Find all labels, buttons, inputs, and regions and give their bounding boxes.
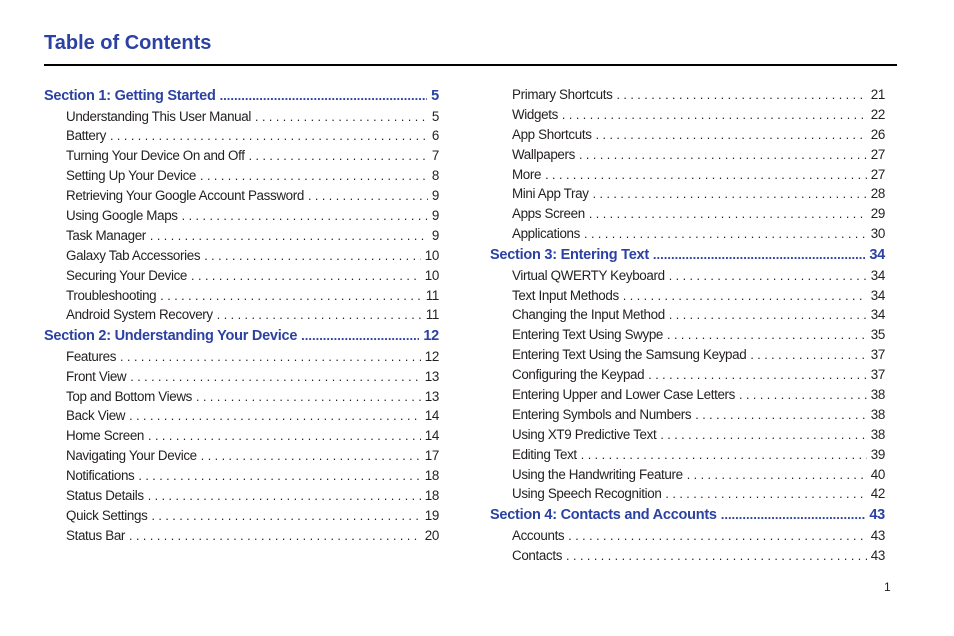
- toc-entry-label: Entering Text Using Swype: [512, 327, 664, 343]
- toc-entry-page: 14: [424, 428, 439, 444]
- toc-entry-label: Turning Your Device On and Off: [66, 148, 245, 164]
- toc-entry-label: Mini App Tray: [512, 186, 589, 202]
- toc-entry[interactable]: [44, 526, 439, 546]
- toc-entry-label: Status Details: [66, 488, 144, 504]
- dot-leader: [596, 126, 867, 146]
- toc-entry-label: Entering Upper and Lower Case Letters: [512, 386, 736, 402]
- dot-leader: [204, 247, 421, 267]
- toc-entry-page: 43: [869, 507, 885, 524]
- toc-entry-label: Home Screen: [66, 428, 145, 444]
- toc-entry[interactable]: [490, 405, 885, 425]
- toc-entry-page: 38: [870, 386, 885, 402]
- dot-leader: [653, 244, 865, 266]
- toc-entry-label: Status Bar: [66, 527, 126, 543]
- toc-entry-page: 9: [431, 188, 439, 204]
- toc-entry-label: More: [512, 166, 542, 182]
- toc-entry-label: Contacts: [512, 547, 563, 563]
- toc-entry[interactable]: [490, 484, 885, 504]
- toc-entry-page: 9: [431, 207, 439, 223]
- toc-entry-page: 6: [431, 128, 439, 144]
- toc-entry-page: 13: [424, 368, 439, 384]
- toc-right-column: [490, 85, 885, 566]
- toc-entry-page: 9: [431, 227, 439, 243]
- toc-entry-label: Configuring the Keypad: [512, 367, 645, 383]
- toc-entry-page: 34: [870, 267, 885, 283]
- toc-entry-page: 37: [870, 347, 885, 363]
- dot-leader: [579, 146, 867, 166]
- page-number: 1: [884, 580, 891, 594]
- toc-entry[interactable]: [44, 486, 439, 506]
- toc-entry[interactable]: [44, 387, 439, 407]
- toc-entry[interactable]: [490, 204, 885, 224]
- toc-section-heading[interactable]: [490, 244, 885, 266]
- toc-entry[interactable]: [490, 184, 885, 204]
- dot-leader: [581, 446, 867, 466]
- toc-entry[interactable]: [490, 385, 885, 405]
- toc-entry[interactable]: [490, 445, 885, 465]
- toc-entry-label: Apps Screen: [512, 206, 585, 222]
- dot-leader: [110, 127, 428, 147]
- toc-entry[interactable]: [44, 206, 439, 226]
- toc-entry[interactable]: [44, 107, 439, 127]
- toc-entry[interactable]: [490, 546, 885, 566]
- toc-entry-page: 22: [870, 106, 885, 122]
- toc-entry-page: 43: [870, 527, 885, 543]
- dot-leader: [545, 166, 867, 186]
- toc-entry[interactable]: [490, 345, 885, 365]
- toc-entry[interactable]: [490, 325, 885, 345]
- toc-entry-label: Text Input Methods: [512, 287, 619, 303]
- dot-leader: [160, 287, 422, 307]
- dot-leader: [182, 207, 428, 227]
- toc-entry[interactable]: [490, 224, 885, 244]
- dot-leader: [669, 306, 867, 326]
- dot-leader: [148, 427, 421, 447]
- toc-entry-page: 12: [423, 328, 439, 345]
- toc-entry-label: Accounts: [512, 527, 565, 543]
- toc-entry[interactable]: [44, 126, 439, 146]
- toc-entry-page: 21: [870, 87, 885, 102]
- dot-leader: [249, 147, 428, 167]
- toc-entry-label: Setting Up Your Device: [66, 168, 197, 184]
- toc-section-heading[interactable]: [490, 504, 885, 526]
- dot-leader: [648, 366, 867, 386]
- toc-entry[interactable]: [490, 266, 885, 286]
- toc-entry-label: Front View: [66, 368, 127, 384]
- dot-leader: [687, 466, 867, 486]
- toc-entry-page: 7: [431, 148, 439, 164]
- toc-entry-label: Features: [66, 348, 117, 364]
- toc-entry-label: Section 3: Entering Text: [490, 247, 649, 264]
- toc-entry[interactable]: [490, 425, 885, 445]
- toc-entry-page: 26: [870, 126, 885, 142]
- toc-entry-label: Section 2: Understanding Your Device: [44, 328, 298, 345]
- toc-entry-page: 12: [424, 348, 439, 364]
- toc-entry-label: Entering Symbols and Numbers: [512, 406, 692, 422]
- dot-leader: [566, 547, 867, 567]
- toc-entry-page: 38: [870, 406, 885, 422]
- toc-entry-page: 20: [424, 527, 439, 543]
- toc-entry[interactable]: [44, 466, 439, 486]
- toc-entry-page: 40: [870, 466, 885, 482]
- toc-entry[interactable]: [44, 426, 439, 446]
- dot-leader: [623, 287, 867, 307]
- toc-entry[interactable]: [490, 305, 885, 325]
- toc-entry[interactable]: [490, 465, 885, 485]
- toc-entry[interactable]: [44, 506, 439, 526]
- toc-entry-page: 30: [870, 226, 885, 242]
- dot-leader: [695, 406, 867, 426]
- toc-entry-label: Quick Settings: [66, 507, 148, 523]
- toc-entry-page: 39: [870, 446, 885, 462]
- toc-entry-label: Applications: [512, 226, 581, 242]
- toc-entry-label: Task Manager: [66, 227, 146, 243]
- toc-entry-label: Section 4: Contacts and Accounts: [490, 507, 717, 524]
- toc-entry[interactable]: [44, 286, 439, 306]
- toc-entry-page: 34: [869, 247, 885, 264]
- toc-entry[interactable]: [44, 406, 439, 426]
- dot-leader: [562, 106, 867, 126]
- toc-entry[interactable]: [490, 526, 885, 546]
- dot-leader: [217, 306, 422, 326]
- toc-entry-label: Back View: [66, 408, 126, 424]
- toc-entry-page: 10: [424, 247, 439, 263]
- toc-entry-page: 10: [424, 267, 439, 283]
- title-divider: [44, 64, 897, 66]
- toc-entry-page: 8: [431, 168, 439, 184]
- toc-entry-label: Android System Recovery: [66, 307, 213, 323]
- toc-entry-label: Retrieving Your Google Account Password: [66, 188, 304, 204]
- toc-entry-page: 43: [870, 547, 885, 563]
- dot-leader: [151, 507, 420, 527]
- toc-entry-label: Notifications: [66, 468, 135, 484]
- toc-entry-page: 19: [424, 507, 439, 523]
- toc-entry-page: 29: [870, 206, 885, 222]
- dot-leader: [665, 485, 866, 505]
- toc-entry-page: 5: [431, 88, 439, 104]
- toc-entry-page: 34: [870, 287, 885, 303]
- toc-entry-label: Widgets: [512, 106, 558, 122]
- dot-leader: [593, 185, 867, 205]
- page-title: Table of Contents: [44, 32, 212, 54]
- dot-leader: [120, 348, 421, 368]
- toc-entry-page: 37: [870, 367, 885, 383]
- toc-entry-page: 38: [870, 426, 885, 442]
- toc-entry-page: 17: [424, 448, 439, 464]
- toc-entry-label: Using Speech Recognition: [512, 486, 662, 502]
- toc-entry-label: Section 1: Getting Started: [44, 88, 216, 104]
- toc-entry[interactable]: [490, 125, 885, 145]
- toc-entry-label: Navigating Your Device: [66, 448, 197, 464]
- toc-entry-page: 11: [425, 307, 439, 323]
- toc-entry-page: 28: [870, 186, 885, 202]
- toc-entry[interactable]: [490, 365, 885, 385]
- toc-entry-page: 42: [870, 486, 885, 502]
- dot-leader: [129, 527, 421, 547]
- toc-entry-page: 11: [425, 287, 439, 303]
- toc-entry-page: 18: [424, 488, 439, 504]
- toc-section-heading[interactable]: [44, 325, 439, 347]
- toc-entry[interactable]: [44, 266, 439, 286]
- toc-entry-label: Using Google Maps: [66, 207, 178, 223]
- toc-entry[interactable]: [490, 286, 885, 306]
- toc-entry[interactable]: [44, 446, 439, 466]
- dot-leader: [568, 527, 867, 547]
- toc-entry[interactable]: [44, 186, 439, 206]
- dot-leader: [301, 325, 419, 347]
- toc-entry[interactable]: [44, 347, 439, 367]
- dot-leader: [138, 467, 420, 487]
- dot-leader: [667, 326, 867, 346]
- dot-leader: [739, 386, 867, 406]
- dot-leader: [669, 267, 867, 287]
- dot-leader: [308, 187, 428, 207]
- toc-entry-page: 35: [870, 327, 885, 343]
- toc-entry-label: Troubleshooting: [66, 287, 157, 303]
- toc-entry[interactable]: [44, 246, 439, 266]
- toc-entry-label: Understanding This User Manual: [66, 108, 252, 124]
- toc-entry-label: Wallpapers: [512, 146, 575, 162]
- toc-entry-page: 34: [870, 307, 885, 323]
- dot-leader: [255, 108, 428, 128]
- dot-leader: [148, 487, 421, 507]
- toc-entry-page: 27: [870, 166, 885, 182]
- toc-entry[interactable]: [44, 166, 439, 186]
- dot-leader: [150, 227, 428, 247]
- toc-entry[interactable]: [44, 226, 439, 246]
- toc-entry-label: Using XT9 Predictive Text: [512, 426, 657, 442]
- dot-leader: [589, 205, 867, 225]
- toc-entry-label: Top and Bottom Views: [66, 388, 192, 404]
- toc-entry-page: 18: [424, 468, 439, 484]
- toc-entry-label: Changing the Input Method: [512, 307, 665, 323]
- dot-leader: [196, 388, 421, 408]
- dot-leader: [721, 504, 866, 526]
- dot-leader: [616, 86, 866, 106]
- dot-leader: [584, 225, 867, 245]
- dot-leader: [220, 85, 428, 107]
- toc-entry-label: Using the Handwriting Feature: [512, 466, 683, 482]
- toc-entry-label: Securing Your Device: [66, 267, 188, 283]
- dot-leader: [200, 167, 428, 187]
- dot-leader: [201, 447, 421, 467]
- toc-entry-label: App Shortcuts: [512, 126, 592, 142]
- toc-entry-label: Primary Shortcuts: [512, 87, 613, 102]
- toc-entry[interactable]: [44, 305, 439, 325]
- toc-entry-page: 5: [431, 108, 439, 124]
- toc-entry[interactable]: [44, 367, 439, 387]
- toc-entry[interactable]: [490, 105, 885, 125]
- toc-entry-label: Galaxy Tab Accessories: [66, 247, 201, 263]
- toc-entry[interactable]: [490, 165, 885, 185]
- toc-entry-label: Entering Text Using the Samsung Keypad: [512, 347, 747, 363]
- dot-leader: [660, 426, 866, 446]
- toc-entry-label: Battery: [66, 128, 106, 144]
- toc-entry-page: 14: [424, 408, 439, 424]
- toc-entry-label: Virtual QWERTY Keyboard: [512, 267, 665, 283]
- toc-entry[interactable]: [44, 146, 439, 166]
- toc-entry-label: Editing Text: [512, 446, 577, 462]
- toc-left-column: [44, 85, 439, 546]
- toc-entry[interactable]: [490, 85, 885, 105]
- toc-entry-page: 27: [870, 146, 885, 162]
- dot-leader: [191, 267, 421, 287]
- toc-entry[interactable]: [490, 145, 885, 165]
- dot-leader: [750, 346, 866, 366]
- dot-leader: [129, 407, 421, 427]
- toc-entry-page: 13: [424, 388, 439, 404]
- toc-section-heading[interactable]: [44, 85, 439, 107]
- dot-leader: [130, 368, 421, 388]
